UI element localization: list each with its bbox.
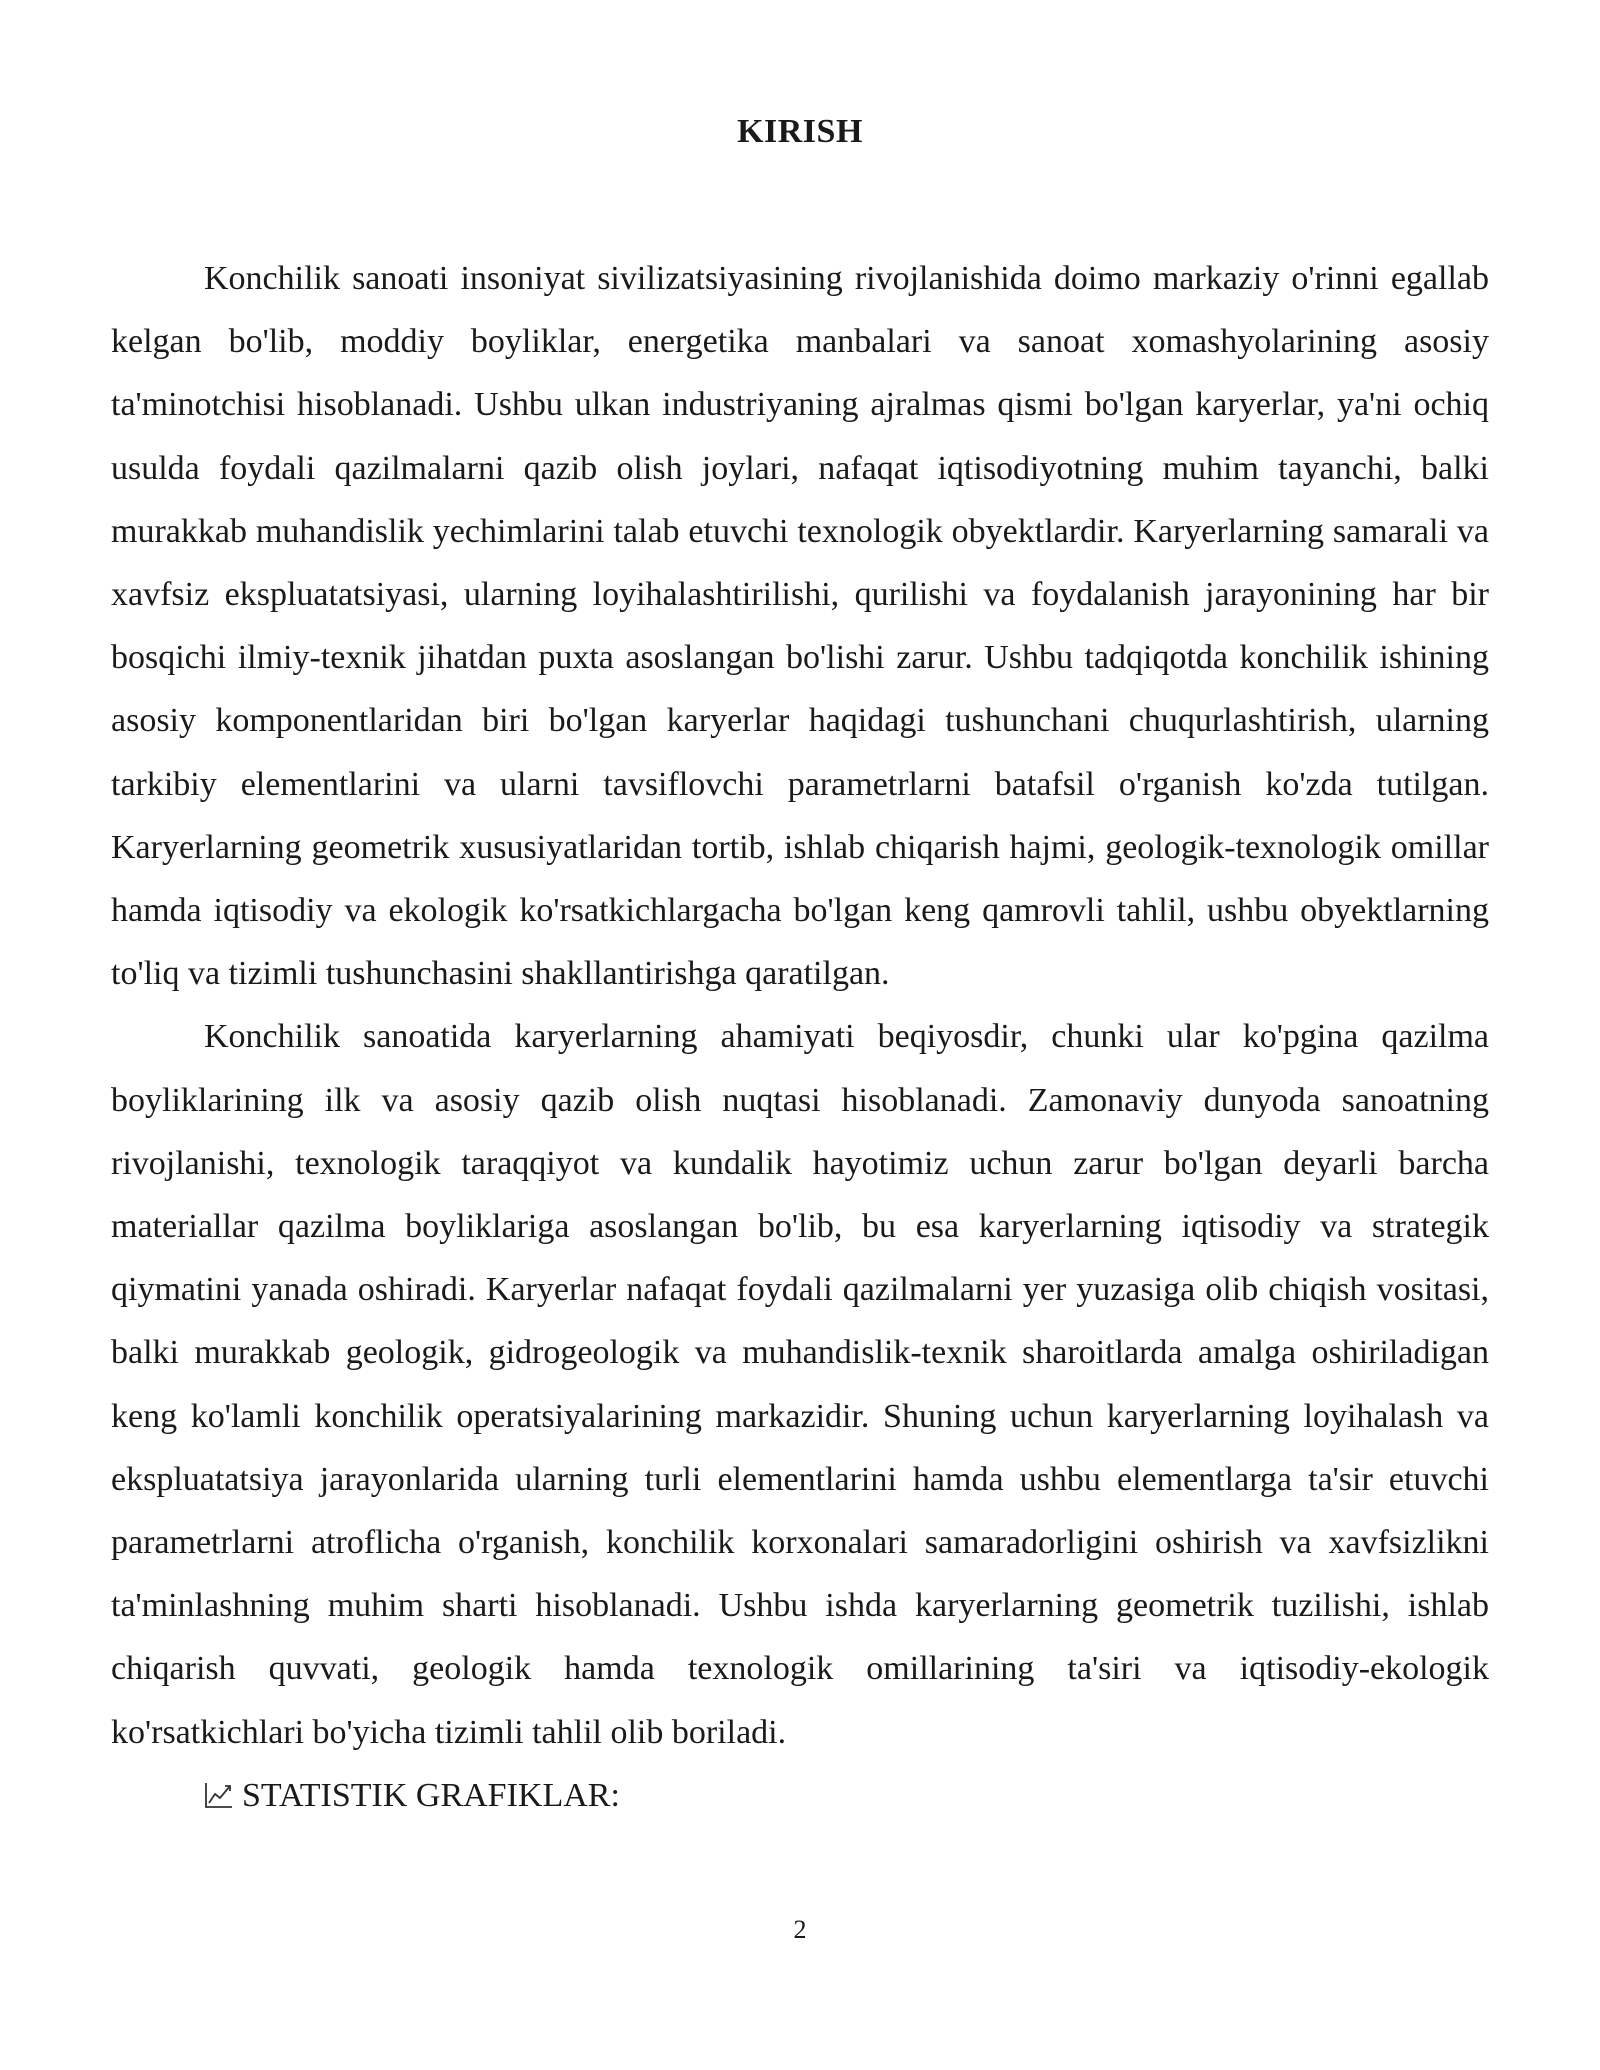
statistics-heading-label: STATISTIK GRAFIKLAR: (242, 1776, 620, 1814)
chart-increasing-icon (204, 1781, 234, 1809)
statistics-heading (111, 1764, 1489, 1827)
body-text (111, 247, 1489, 1827)
page-number: 2 (793, 1915, 807, 1944)
intro-paragraph-2: Konchilik sanoatida karyerlarning ahamiyati beqiyosdir, chunki ular ko'pgina qazilma boyliklarining ilk va asosiy qazib olish nuqtasi hisoblanadi. Zamonaviy dunyoda sanoatning rivojlanishi, texnologik taraqqiyot va kundalik hayotimiz uchun zarur bo'lgan deyarli barcha materiallar qazilma boyliklariga asoslangan bo'lib, bu esa karyerlarning iqtisodiy va strategik qiymatini yanada oshiradi. Karyerlar nafaqat foydali qazilmalarni yer yuzasiga olib chiqish vositasi, balki murakkab geologik, gidrogeologik va muhandislik-texnik sharoitlarda amalga oshiriladigan keng ko'lamli konchilik operatsiyalarining markazidir. Shuning uchun karyerlarning loyihalash va ekspluatatsiya jarayonlarida ularning turli elementlarini hamda ushbu elementlarga ta'sir etuvchi parametrlarni atroflicha o'rganish, konchilik korxonalari samaradorligini oshirish va xavfsizlikni ta'minlashning muhim sharti hisoblanadi. Ushbu ishda karyerlarning geometrik tuzilishi, ishlab chiqarish quvvati, geologik hamda texnologik omillarining ta'siri va iqtisodiy-ekologik ko'rsatkichlari bo'yicha tizimli tahlil olib boriladi. (111, 1018, 1489, 1751)
page-title: KIRISH (737, 113, 863, 150)
intro-paragraph-1: Konchilik sanoati insoniyat sivilizatsiyasining rivojlanishida doimo markaziy o'rinni egallab kelgan bo'lib, moddiy boyliklar, energetika manbalari va sanoat xomashyolarining asosiy ta'minotchisi hisoblanadi. Ushbu ulkan industriyaning ajralmas qismi bo'lgan karyerlar, ya'ni ochiq usulda foydali qazilmalarni qazib olish joylari, nafaqat iqtisodiyotning muhim tayanchi, balki murakkab muhandislik yechimlarini talab etuvchi texnologik obyektlardir. Karyerlarning samarali va xavfsiz ekspluatatsiyasi, ularning loyihalashtirilishi, qurilishi va foydalanish jarayonining har bir bosqichi ilmiy-texnik jihatdan puxta asoslangan bo'lishi zarur. Ushbu tadqiqotda konchilik ishining asosiy komponentlaridan biri bo'lgan karyerlar haqidagi tushunchani chuqurlashtirish, ularning tarkibiy elementlarini va ularni tavsiflovchi parametrlarni batafsil o'rganish ko'zda tutilgan. Karyerlarning geometrik xususiyatlaridan tortib, ishlab chiqarish hajmi, geologik-texnologik omillar hamda iqtisodiy va ekologik ko'rsatkichlargacha bo'lgan keng qamrovli tahlil, ushbu obyektlarning to'liq va tizimli tushunchasini shakllantirishga qaratilgan. (111, 260, 1489, 993)
